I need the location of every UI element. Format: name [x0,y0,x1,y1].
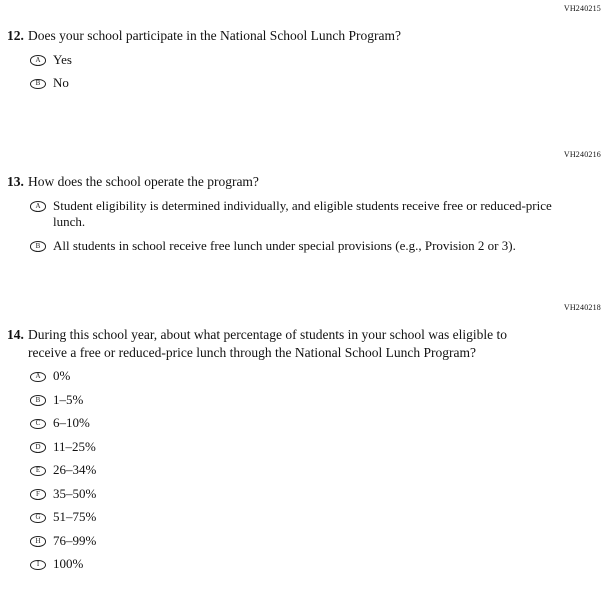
answer-oval[interactable] [30,201,46,212]
answer-oval[interactable] [30,79,46,90]
question-row [0,27,609,45]
answer-option[interactable] [30,462,609,479]
answer-oval[interactable] [30,489,46,500]
oval-letter: I [36,560,40,569]
oval-letter: H [35,536,41,545]
option-label: 26–34% [53,462,97,477]
question-block [0,150,609,254]
question-text: During this school year, about what percentage of students in your school was eligible to receive a free or reduced-price lunch through the National School Lunch Program? [28,327,507,360]
option-label: Student eligibility is determined individually, and eligible students receive free or reduced-price lunch. [53,197,552,229]
answer-option[interactable] [30,368,609,385]
question-row [0,326,609,361]
answer-oval[interactable] [30,241,46,252]
question-code: VH240216 [563,150,601,159]
answer-option[interactable] [30,556,609,573]
question-text: Does your school participate in the National School Lunch Program? [28,28,402,43]
answer-option[interactable] [30,415,609,432]
answer-option[interactable] [30,238,609,255]
answer-oval[interactable] [30,466,46,477]
answer-option[interactable] [30,392,609,409]
option-label: 51–75% [53,509,97,524]
question-number: 12. [7,28,24,43]
answer-oval[interactable] [30,442,46,453]
oval-letter: E [35,466,41,475]
option-label: All students in school receive free lunch under special provisions (e.g., Provision 2 or 3). [53,237,516,253]
answer-oval[interactable] [30,560,46,571]
oval-letter: A [35,55,41,64]
question-text: How does the school operate the program? [28,174,259,189]
options-list [0,52,609,92]
oval-letter: D [35,442,41,451]
oval-letter: B [35,241,41,250]
answer-option[interactable] [30,533,609,550]
question-number: 13. [7,174,24,189]
question-block [0,303,609,573]
oval-letter: A [35,372,41,381]
options-list [0,368,609,573]
question-block [0,4,609,92]
option-label: 35–50% [53,485,97,501]
answer-option[interactable] [30,509,609,526]
answer-option[interactable] [30,52,609,69]
option-label: 100% [53,556,84,571]
option-label: 11–25% [53,438,96,454]
answer-oval[interactable] [30,419,46,430]
question-row [0,173,609,191]
question-number: 14. [7,327,24,342]
option-label: Yes [53,51,72,67]
question-code: VH240218 [563,303,601,312]
answer-option[interactable] [30,198,609,231]
oval-letter: B [35,395,41,404]
answer-option[interactable] [30,486,609,503]
option-label: 0% [53,368,71,383]
answer-option[interactable] [30,439,609,456]
answer-oval[interactable] [30,395,46,406]
answer-option[interactable] [30,75,609,92]
oval-letter: C [35,419,41,428]
oval-letter: F [36,489,40,498]
oval-letter: G [35,513,41,522]
answer-oval[interactable] [30,536,46,547]
option-label: No [53,75,69,90]
option-label: 76–99% [53,532,97,548]
oval-letter: A [35,201,41,210]
oval-letter: B [35,79,41,88]
option-label: 1–5% [53,391,84,407]
options-list [0,198,609,255]
answer-oval[interactable] [30,513,46,524]
answer-oval[interactable] [30,55,46,66]
option-label: 6–10% [53,415,90,430]
question-code: VH240215 [563,4,601,13]
answer-oval[interactable] [30,372,46,383]
